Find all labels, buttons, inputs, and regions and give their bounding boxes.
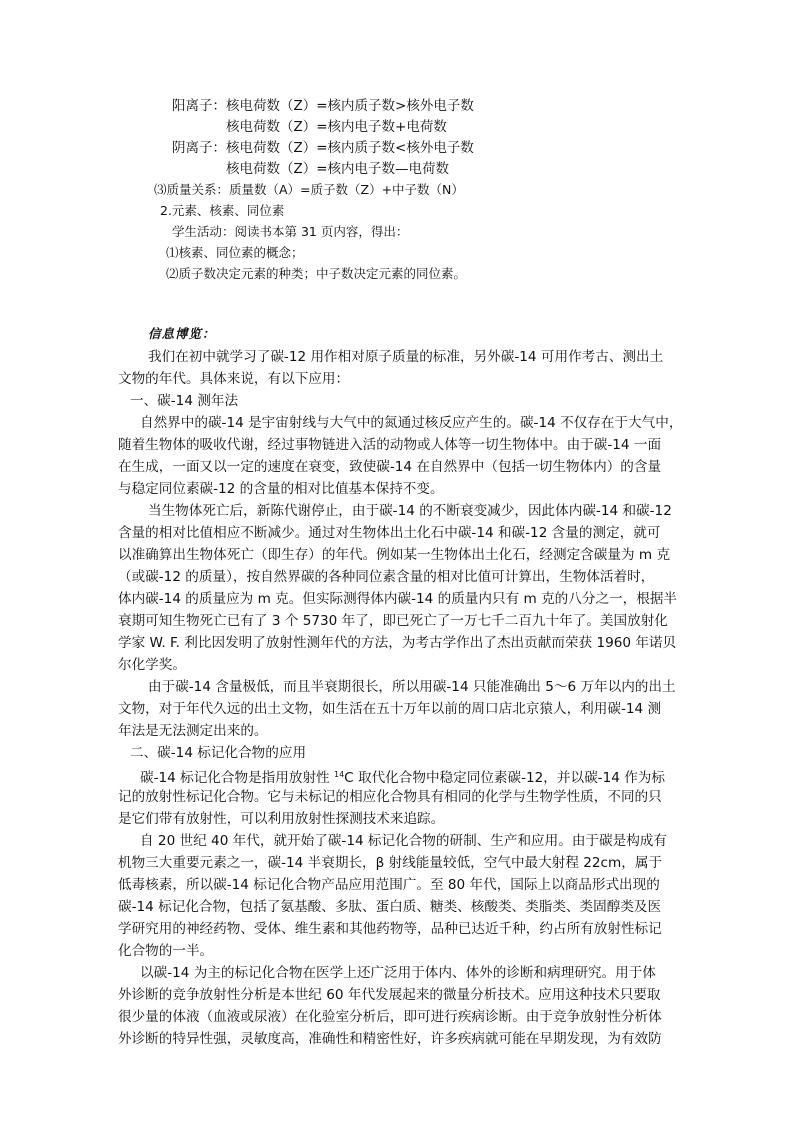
- paragraph-line: 自 20 世纪 40 年代，就开始了碳-14 标记化合物的研制、生产和应用。由于碳是构成有: [140, 833, 667, 849]
- paragraph-line: 以碳-14 为主的标记化合物在医学上还广泛用于体内、体外的诊断和病理研究。用于体: [140, 965, 656, 981]
- cation-label: 阳离子：: [172, 98, 226, 114]
- section-heading-2: 二、碳-14 标记化合物的应用: [130, 745, 307, 761]
- paragraph-line: 机物三大重要元素之一，碳-14 半衰期长，β 射线能量较低，空气中最大射程 22cm，属于: [118, 855, 663, 871]
- paragraph-line: 随着生物体的吸收代谢，经过事物链进入活的动物或人体等一切生物体中。由于碳-14 一面: [118, 437, 662, 453]
- paragraph-line: （或碳-12 的质量），按自然界碳的各种同位素含量的相对比值可计算出，生物体活着时，: [118, 569, 655, 585]
- paragraph-line: 外诊断的竞争放射性分析是本世纪 60 年代发展起来的微量分析技术。应用这种技术只要取: [118, 987, 661, 1003]
- paragraph-line: 与稳定同位素碳-12 的含量的相对比值基本保持不变。: [118, 481, 444, 497]
- paragraph-line: 文物，对于年代久远的出土文物，如生活在五十万年以前的周口店北京猿人，利用碳-14 测: [118, 701, 662, 717]
- paragraph-line: 年法是无法测定出来的。: [118, 723, 268, 739]
- point-1: ⑴核素、同位素的概念；: [166, 245, 304, 260]
- mass-relation: ⑶质量关系：质量数（A）=质子数（Z）+中子数（N）: [154, 182, 464, 197]
- paragraph-line: 体内碳-14 的质量应为 m 克。但实际测得体内碳-14 的质量内只有 m 克的八分之一，根据半: [118, 591, 678, 607]
- info-heading: 信息博览：: [148, 326, 216, 341]
- paragraph-line: 学研究用的神经药物、受体、维生素和其他药物等，品种已达近千种，约占所有放射性标记: [118, 921, 662, 937]
- cation-relation-1: 核电荷数（Z）=核内质子数>核外电子数: [226, 98, 474, 114]
- c14-line-start: 碳-14 标记化合物是指用放射性: [140, 770, 334, 786]
- cation-relation-2: 核电荷数（Z）=核内电子数+电荷数: [226, 119, 447, 135]
- anion-relation-2: 核电荷数（Z）=核内电子数—电荷数: [226, 161, 450, 177]
- paragraph-line: 自然界中的碳-14 是宇宙射线与大气中的氮通过核反应产生的。碳-14 不仅存在于大气中，: [140, 415, 683, 431]
- paragraph-line: 低毒核素，所以碳-14 标记化合物产品应用范围广。至 80 年代，国际上以商品形式出现的: [118, 877, 660, 893]
- anion-label: 阴离子：: [172, 140, 226, 156]
- c14-line-rest: C 取代化合物中稳定同位素碳-12，并以碳-14 作为标: [344, 770, 665, 786]
- section-title-2: 2.元素、核素、同位素: [160, 203, 285, 218]
- paragraph-line: 外诊断的特异性强，灵敏度高，准确性和精密性好，许多疾病就可能在早期发现，为有效防: [118, 1031, 662, 1047]
- paragraph-line: 当生物体死亡后，新陈代谢停止，由于碳-14 的不断衰变减少，因此体内碳-14 和碳-12: [148, 503, 672, 519]
- paragraph-line: 衰期可知生物死亡已有了 3 个 5730 年了，即已死亡了一万七千二百九十年了。美国放射化: [118, 613, 668, 629]
- c14-superscript: 14: [333, 770, 345, 779]
- anion-relation-1: 核电荷数（Z）=核内质子数<核外电子数: [226, 140, 474, 156]
- paragraph-line: 含量的相对比值相应不断减少。通过对生物体出土化石中碳-14 和碳-12 含量的测定，就可: [118, 525, 661, 541]
- paragraph-line: 碳-14 标记化合物，包括了氨基酸、多肽、蛋白质、糖类、核酸类、类脂类、类固醇类及医: [118, 899, 662, 915]
- paragraph-line: 化合物的一半。: [118, 943, 214, 959]
- paragraph-line: 由于碳-14 含量极低，而且半衰期很长，所以用碳-14 只能准确出 5～6 万年以内的出土: [148, 679, 676, 695]
- paragraph-line: 记的放射性标记化合物。它与未标记的相应化合物具有相同的化学与生物学性质，不同的只: [118, 789, 662, 805]
- paragraph-line: 是它们带有放射性，可以利用放射性探测技术来追踪。: [118, 811, 445, 827]
- point-2: ⑵质子数决定元素的种类；中子数决定元素的同位素。: [166, 266, 467, 281]
- paragraph-line: 学家 W. F. 利比因发明了放射性测年代的方法，为考古学作出了杰出贡献而荣获 1960 年诺贝: [118, 635, 677, 651]
- paragraph-line: 很少量的体液（血液或尿液）在化验室分析后，即可进行疾病诊断。由于竞争放射性分析体: [118, 1009, 662, 1025]
- paragraph-line: 尔化学奖。: [118, 657, 186, 673]
- section-heading-1: 一、碳-14 测年法: [130, 393, 239, 409]
- paragraph-line: 在生成，一面又以一定的速度在衰变，致使碳-14 在自然界中（包括一切生物体内）的含量: [118, 459, 662, 475]
- paragraph-line: 文物的年代。具体来说，有以下应用：: [118, 371, 350, 387]
- paragraph-line: 以准确算出生物体死亡（即生存）的年代。例如某一生物体出土化石，经测定含碳量为 m 克: [118, 547, 671, 563]
- paragraph-line: 我们在初中就学习了碳-12 用作相对原子质量的标准，另外碳-14 可用作考古、测出土: [148, 349, 664, 365]
- student-activity: 学生活动：阅读书本第 31 页内容，得出：: [172, 224, 409, 239]
